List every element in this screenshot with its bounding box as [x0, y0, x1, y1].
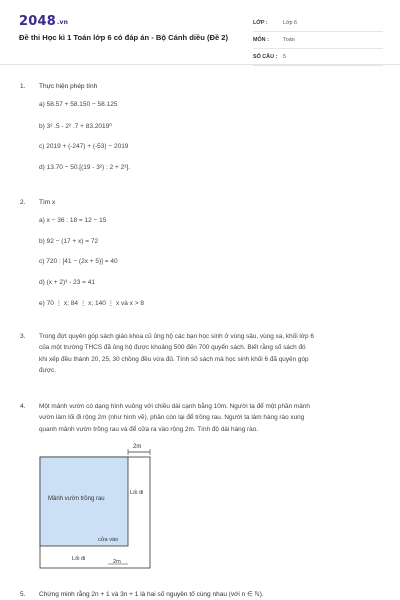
- question-number: 3.: [20, 333, 26, 340]
- q1-item-c: c) 2019 + (-247) + (-53) − 2019: [39, 143, 129, 150]
- q4-line-2: vườn làm lối đi rộng 2m (như hình vẽ), phần còn lại để trồng rau. Người ta làm hàng rào xung: [39, 414, 305, 422]
- document-title: Đề thi Học kì 1 Toán lớp 6 có đáp án - Bộ Cánh diều (Đề 2): [19, 33, 229, 42]
- q2-item-a: a) x − 36 : 18 = 12 − 15: [39, 217, 107, 224]
- question-text: Chứng minh rằng 2n + 1 và 3n + 1 là hai số nguyên tố cùng nhau (với n ∈ ℕ).: [39, 591, 264, 598]
- q1-item-b: b) 3² .5 - 2² .7 + 83.2019⁰: [39, 123, 112, 130]
- question-number: 1.: [20, 83, 26, 90]
- garden-figure: [36, 438, 156, 574]
- logo-suffix: .vn: [56, 19, 69, 26]
- question-number: 5.: [20, 591, 26, 598]
- class-label: LỚP :: [253, 20, 268, 26]
- q4-line-1: Một mảnh vườn có dạng hình vuông với chiều dài cạnh bằng 10m. Người ta để một phần mảnh: [39, 403, 310, 410]
- meta-row-subject: [253, 32, 383, 49]
- count-label: SỐ CÂU :: [253, 54, 278, 60]
- side-path-label: Lối đi: [130, 490, 144, 496]
- q3-line-4: được.: [39, 366, 56, 374]
- q4-line-3: quanh mảnh vườn trồng rau và để cửa ra vào rộng 2m. Tính độ dài hàng rào.: [39, 425, 259, 433]
- meta-table: [253, 15, 383, 66]
- question-number: 4.: [20, 403, 26, 410]
- top-dimension-label: 2m: [133, 444, 142, 450]
- q4-paragraph: [39, 401, 381, 435]
- bottom-dimension-label: 2m: [113, 559, 121, 565]
- q3-paragraph: [39, 331, 381, 376]
- q2-item-b: b) 92 − (17 + x) = 72: [39, 238, 99, 245]
- meta-row-class: [253, 15, 383, 32]
- question-text: Tìm x: [39, 199, 56, 206]
- q1-item-d: d) 13.70 − 50.[(19 - 3²) : 2 + 2³].: [39, 164, 131, 171]
- logo-text: 2048: [19, 14, 56, 29]
- meta-row-count: [253, 49, 383, 66]
- garden-label: Mảnh vườn trồng rau: [48, 496, 105, 502]
- class-value: Lớp 6: [283, 20, 298, 26]
- site-logo[interactable]: [19, 14, 68, 29]
- q3-line-2: của một trường THCS đã ủng hộ được khoảng 500 đến 700 quyển sách. Biết rằng số sách đó: [39, 344, 306, 352]
- door-label: cửa vào: [98, 537, 119, 543]
- q2-item-d: d) (x + 2)³ - 23 = 41: [39, 279, 95, 286]
- subject-value: Toán: [283, 37, 295, 43]
- q2-item-e: e) 70 ⋮ x; 84 ⋮ x; 140 ⋮ x và x > 8: [39, 300, 144, 307]
- page-header: [0, 0, 400, 65]
- bottom-path-label: Lối đi: [72, 556, 86, 562]
- subject-label: MÔN :: [253, 37, 269, 43]
- q3-line-3: khi xếp đều thành 20, 25, 30 chồng đều vừa đủ. Tính số sách mà học sinh khối 6 đã quyên góp: [39, 355, 309, 363]
- count-value: 5: [283, 54, 286, 60]
- question-text: Thực hiện phép tính: [39, 83, 98, 90]
- question-number: 2.: [20, 199, 26, 206]
- q2-item-c: c) 720 : [41 − (2x + 5)] = 40: [39, 258, 118, 265]
- q3-line-1: Trong đợt quyên góp sách giáo khoa cũ ủng hộ các bạn học sinh ở vùng sâu, vùng xa, khối lớp 6: [39, 333, 314, 340]
- q1-item-a: a) 58.57 + 58.150 − 58.125: [39, 101, 118, 108]
